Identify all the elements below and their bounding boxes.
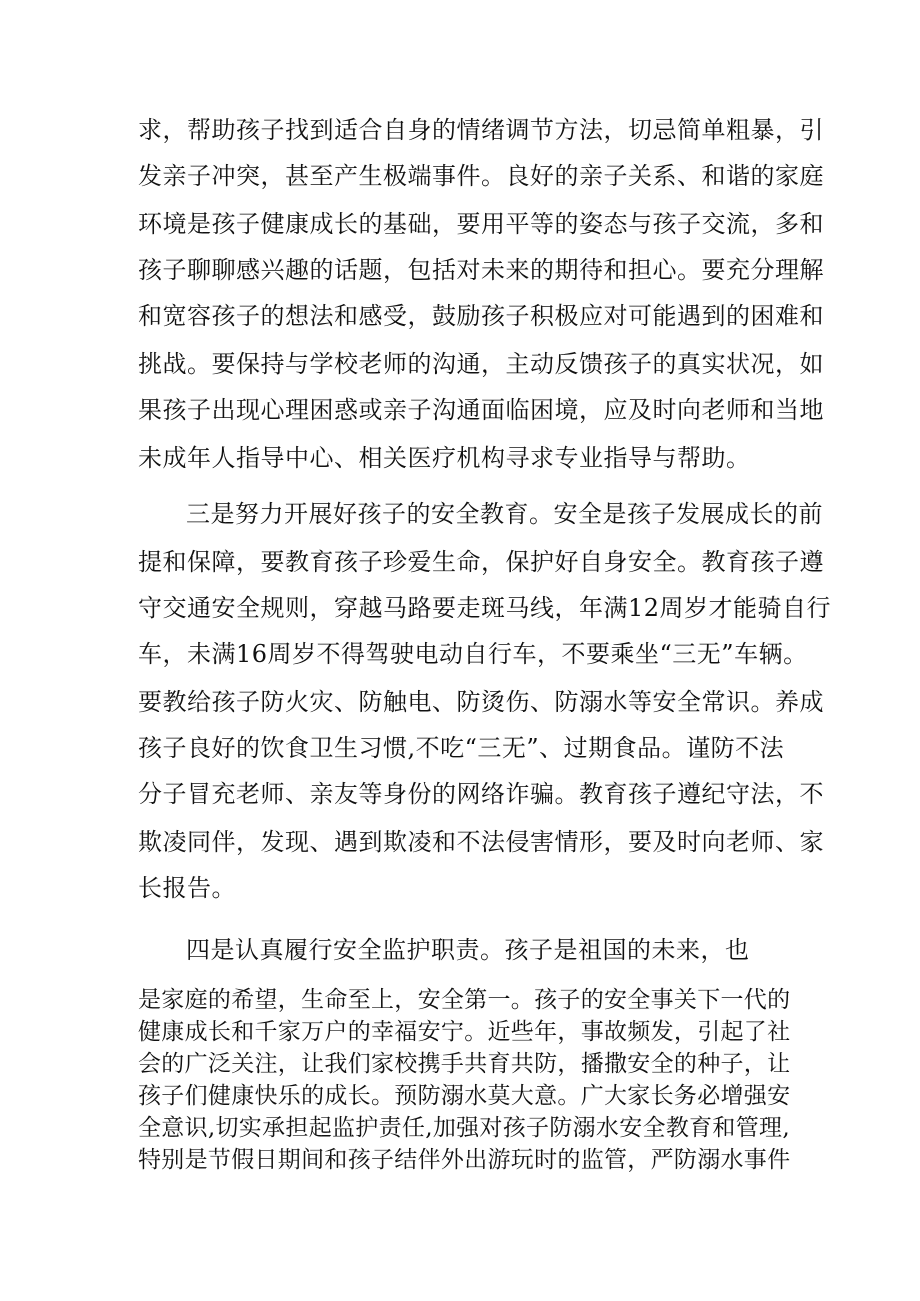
text-line: 全意识,切实承担起监护责任,加强对孩子防溺水安全教育和管理,	[138, 1115, 790, 1141]
text-line: 要教给孩子防火灾、防触电、防烫伤、防溺水等安全常识。养成	[138, 688, 824, 716]
text-line: 和宽容孩子的想法和感受，鼓励孩子积极应对可能遇到的困难和	[138, 302, 824, 330]
text-line: 果孩子出现心理困惑或亲子沟通面临困境，应及时向老师和当地	[138, 396, 824, 424]
text-line: 孩子聊聊感兴趣的话题，包括对未来的期待和担心。要充分理解	[138, 256, 824, 284]
paragraph-start-line: 四是认真履行安全监护职责。孩子是祖国的未来，也	[186, 936, 750, 964]
text-line: 发亲子冲突，甚至产生极端事件。良好的亲子关系、和谐的家庭	[138, 162, 824, 190]
text-line: 求，帮助孩子找到适合自身的情绪调节方法，切忌简单粗暴，引	[138, 116, 824, 144]
text-line: 长报告。	[138, 874, 236, 902]
text-line: 孩子们健康快乐的成长。预防溺水莫大意。广大家长务必增强安	[138, 1083, 791, 1109]
text-line: 车，未满16周岁不得驾驶电动自行车，不要乘坐“三无”车辆。	[138, 640, 808, 668]
text-line: 守交通安全规则，穿越马路要走斑马线，年满12周岁才能骑自行	[138, 594, 832, 622]
text-line: 环境是孩子健康成长的基础，要用平等的姿态与孩子交流，多和	[138, 210, 824, 238]
text-line: 会的广泛关注，让我们家校携手共育共防，播撒安全的种子，让	[138, 1051, 791, 1077]
text-line: 挑战。要保持与学校老师的沟通，主动反馈孩子的真实状况，如	[138, 350, 824, 378]
paragraph-start-line: 三是努力开展好孩子的安全教育。安全是孩子发展成长的前	[186, 500, 823, 528]
text-line: 分子冒充老师、亲友等身份的网络诈骗。教育孩子遵纪守法，不	[138, 780, 824, 808]
text-line: 欺凌同伴，发现、遇到欺凌和不法侵害情形，要及时向老师、家	[138, 828, 824, 856]
text-line: 特别是节假日期间和孩子结伴外出游玩时的监管，严防溺水事件	[138, 1147, 791, 1173]
text-line: 未成年人指导中心、相关医疗机构寻求专业指导与帮助。	[138, 444, 751, 472]
text-line: 孩子良好的饮食卫生习惯,不吃“三无”、过期食品。谨防不法	[138, 734, 785, 762]
text-line: 是家庭的希望，生命至上，安全第一。孩子的安全事关下一代的	[138, 987, 791, 1013]
text-line: 健康成长和千家万户的幸福安宁。近些年，事故频发，引起了社	[138, 1019, 791, 1045]
text-line: 提和保障，要教育孩子珍爱生命，保护好自身安全。教育孩子遵	[138, 548, 824, 576]
